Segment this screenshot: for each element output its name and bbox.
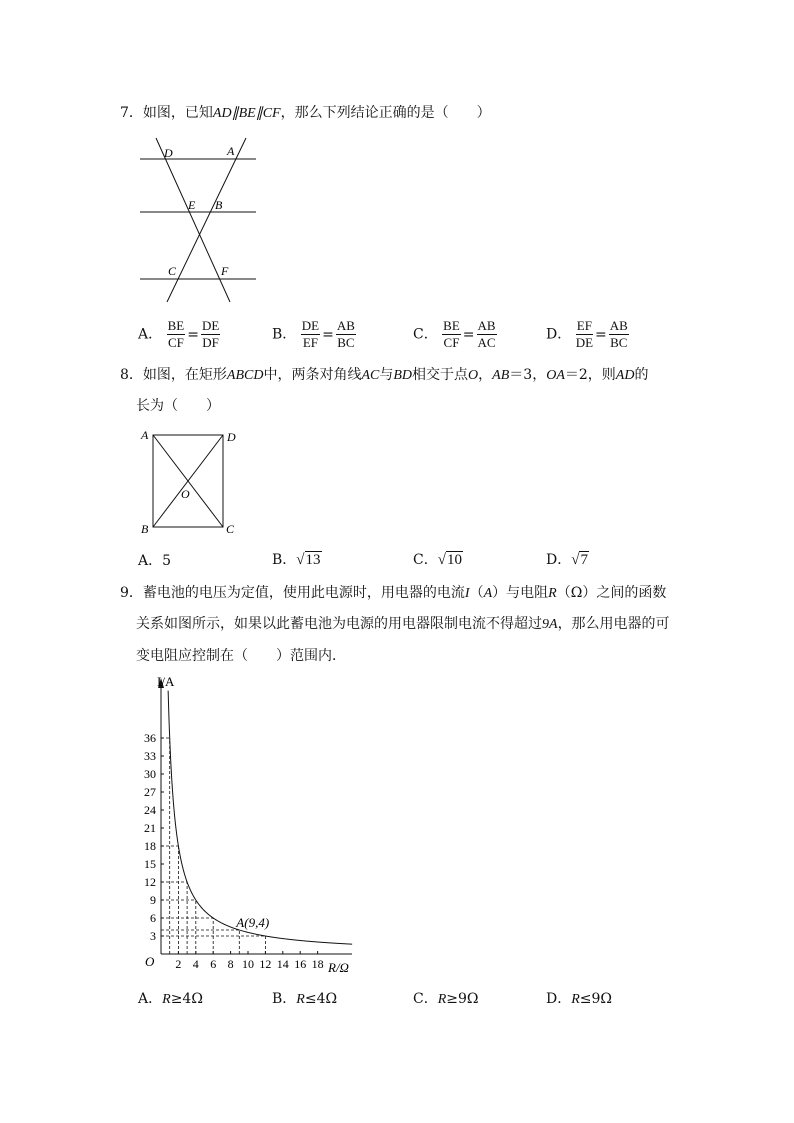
q8-label-c: C bbox=[226, 522, 235, 536]
q9-option-d[interactable]: D．R≤9Ω bbox=[546, 991, 613, 1007]
option-letter: C． bbox=[413, 991, 438, 1007]
q7-label-e: E bbox=[188, 198, 196, 212]
x-tick-label: 18 bbox=[311, 957, 324, 971]
q8-figure bbox=[138, 424, 248, 536]
q7-text-b: ，那么下列结论正确的是（ ） bbox=[280, 105, 491, 121]
q7-option-a[interactable]: A． $\frac{BE}{CF}$ = $\frac{DE}{DF}$ bbox=[138, 318, 220, 350]
option-letter: C． bbox=[413, 326, 438, 343]
y-tick-label: 24 bbox=[144, 803, 156, 817]
option-letter: D． bbox=[546, 991, 572, 1007]
y-tick-label: 12 bbox=[144, 875, 156, 889]
option-letter: B． bbox=[272, 991, 297, 1007]
q9-option-b[interactable]: B．R≤4Ω bbox=[272, 991, 338, 1007]
y-tick-label: 27 bbox=[144, 785, 156, 799]
q7-option-d[interactable]: D． $\frac{EF}{DE}$ = $\frac{AB}{BC}$ bbox=[546, 318, 628, 350]
chart-y-axis-label: I/A bbox=[157, 674, 175, 689]
fraction: $\frac{AB}{BC}$ bbox=[336, 318, 355, 350]
q7-label-b: B bbox=[215, 198, 223, 212]
option-letter: B． bbox=[272, 326, 297, 343]
q7-label-c: C bbox=[168, 264, 177, 278]
q9-number: 9． bbox=[120, 585, 143, 601]
fraction: $\frac{AB}{AC}$ bbox=[477, 318, 496, 350]
chart-origin-label: O bbox=[145, 954, 155, 969]
x-tick-label: 16 bbox=[294, 957, 307, 971]
q7-option-b[interactable]: B． $\frac{DE}{EF}$ = $\frac{AB}{BC}$ bbox=[272, 318, 355, 350]
x-tick-label: 14 bbox=[276, 957, 289, 971]
x-tick-label: 6 bbox=[210, 957, 217, 971]
q8-option-a[interactable] bbox=[138, 550, 171, 570]
q7-label-d: D bbox=[164, 146, 173, 160]
y-tick-label: 36 bbox=[144, 731, 156, 745]
y-tick-label: 15 bbox=[144, 857, 156, 871]
option-letter: B． bbox=[272, 552, 297, 568]
option-letter: D． bbox=[546, 552, 572, 568]
fraction: $\frac{BE}{CF}$ bbox=[167, 318, 185, 350]
y-tick-label: 33 bbox=[144, 749, 156, 763]
q7-figure bbox=[130, 132, 270, 307]
y-tick-label: 21 bbox=[144, 821, 156, 835]
x-tick-label: 12 bbox=[259, 957, 272, 971]
fraction: $\frac{DE}{EF}$ bbox=[301, 318, 320, 350]
q8-option-b[interactable] bbox=[272, 549, 322, 569]
sqrt-expression: √10 bbox=[437, 552, 462, 568]
y-tick-label: 6 bbox=[150, 911, 156, 925]
y-tick-label: 18 bbox=[144, 839, 156, 853]
q7-option-c[interactable]: C． $\frac{BE}{CF}$ = $\frac{AB}{AC}$ bbox=[413, 318, 496, 350]
q9-chart bbox=[130, 668, 370, 980]
fraction: $\frac{AB}{BC}$ bbox=[609, 318, 628, 350]
fraction: $\frac{DE}{DF}$ bbox=[201, 318, 220, 350]
x-tick-label: 10 bbox=[242, 957, 254, 971]
x-tick-label: 4 bbox=[192, 957, 199, 971]
q8-number: 8． bbox=[120, 367, 143, 383]
q8-option-d[interactable] bbox=[546, 549, 589, 569]
q8-label-b: B bbox=[141, 522, 149, 536]
sqrt-expression: √13 bbox=[296, 552, 321, 568]
q8-stem-line1: 8．如图，在矩形ABCD中，两条对角线AC与BD相交于点O，AB＝3，OA＝2，则AD的 bbox=[120, 367, 649, 383]
option-letter: D． bbox=[546, 326, 572, 343]
q7-relation: AD∥BE∥CF bbox=[212, 106, 281, 121]
q8-label-d: D bbox=[227, 430, 236, 444]
fraction: $\frac{BE}{CF}$ bbox=[443, 318, 460, 350]
q7-stem bbox=[120, 102, 491, 122]
option-letter: A． bbox=[138, 326, 163, 343]
option-value: 5 bbox=[162, 553, 172, 569]
sqrt-expression: √7 bbox=[571, 552, 588, 568]
q9-option-a[interactable]: A．R≥4Ω bbox=[138, 991, 203, 1007]
q8-label-o: O bbox=[181, 487, 190, 501]
option-letter: C． bbox=[413, 552, 438, 568]
q8-option-c[interactable] bbox=[413, 549, 463, 569]
x-tick-label: 8 bbox=[227, 957, 234, 971]
option-letter: A． bbox=[138, 553, 163, 569]
q8-label-a: A bbox=[141, 428, 149, 442]
q7-transversal-ac bbox=[167, 138, 246, 302]
q9-stem-line2: 关系如图所示，如果以此蓄电池为电源的用电器限制电流不得超过9A，那么用电器的可 bbox=[136, 616, 670, 632]
chart-x-axis-label: R/Ω bbox=[328, 960, 349, 975]
q9-option-c[interactable]: C．R≥9Ω bbox=[413, 991, 479, 1007]
x-tick-label: 2 bbox=[175, 957, 182, 971]
option-letter: A． bbox=[138, 991, 163, 1007]
y-tick-label: 9 bbox=[150, 893, 156, 907]
q7-label-f: F bbox=[221, 264, 229, 278]
y-tick-label: 30 bbox=[144, 767, 156, 781]
q7-text-a: 如图，已知 bbox=[142, 105, 213, 121]
q7-number: 7． bbox=[120, 105, 143, 121]
q9-stem-line3: 变电阻应控制在（ ）范围内． bbox=[136, 648, 346, 664]
q8-stem-line2: 长为（ ） bbox=[136, 398, 220, 414]
y-tick-label: 3 bbox=[150, 929, 156, 943]
q7-label-a: A bbox=[227, 144, 235, 158]
fraction: $\frac{EF}{DE}$ bbox=[575, 318, 594, 350]
chart-point-label-a: A(9,4) bbox=[236, 915, 270, 930]
q9-stem-line1: 9．蓄电池的电压为定值，使用此电源时，用电器的电流I（A）与电阻R（Ω）之间的函数 bbox=[120, 585, 667, 601]
